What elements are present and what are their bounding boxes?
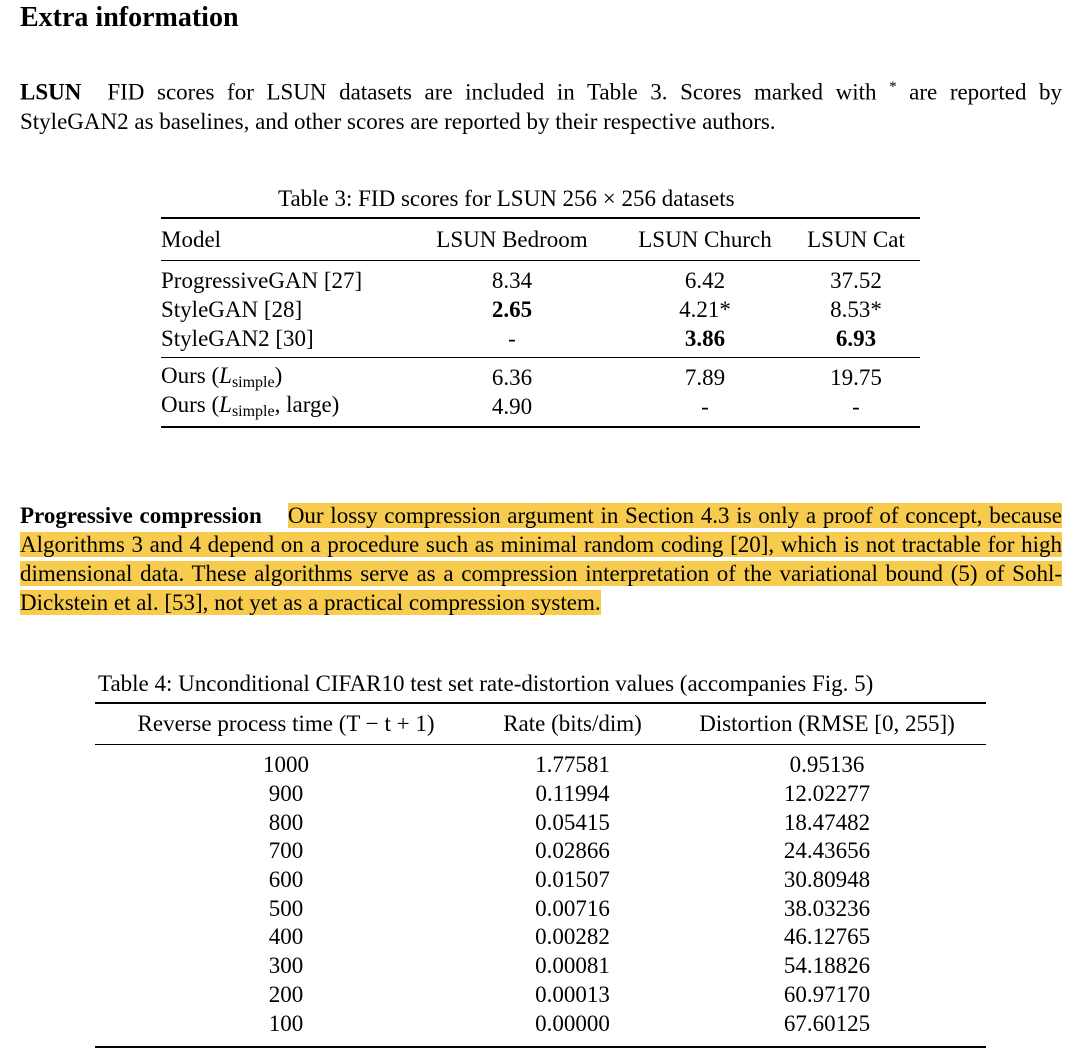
table4-cell-distortion: 67.60125 bbox=[783, 1010, 871, 1036]
table3 bbox=[161, 217, 920, 428]
table-row bbox=[161, 392, 920, 427]
table-row bbox=[95, 745, 986, 780]
table4-cell-distortion: 60.97170 bbox=[783, 981, 871, 1007]
table3-header-cat: LSUN Cat bbox=[807, 226, 905, 252]
lsun-text-a: FID scores for LSUN datasets are included in Table 3. Scores marked with bbox=[107, 79, 877, 105]
table4-header-time: Reverse process time (T − t + 1) bbox=[137, 711, 435, 736]
table3-cell-bedroom: 2.65 bbox=[491, 296, 533, 322]
table4-cell-time: 500 bbox=[268, 895, 304, 921]
table4-cell-time: 700 bbox=[268, 838, 304, 864]
table3-cell-model: StyleGAN2 [30] bbox=[161, 325, 314, 351]
table-row bbox=[161, 261, 920, 296]
table4-cell-rate: 0.05415 bbox=[535, 809, 610, 835]
table3-cell-model: Ours ($L_{simple}$, large) bbox=[161, 392, 340, 420]
lsun-runin-heading: LSUN bbox=[20, 79, 82, 105]
table4-cell-rate: 0.00716 bbox=[535, 895, 610, 921]
table-row bbox=[95, 1009, 986, 1047]
table-row bbox=[95, 952, 986, 981]
table3-header-model: Model bbox=[161, 226, 222, 252]
table3-cell-cat: - bbox=[852, 393, 860, 419]
table4-cell-distortion: 24.43656 bbox=[783, 838, 871, 864]
highlighted-text: Our lossy compression argument in Section 4.3 is only a proof of concept, because Algorithms 3 and 4 depend on a procedure such as minimal random coding [20], which is not tractable for high dimensional data. These algorithms serve as a compression interpretation of the variational bound (5) of Sohl-Dickstein et al. [53], not yet as a practical compression system. bbox=[20, 503, 1062, 615]
table3-cell-bedroom: - bbox=[508, 325, 516, 351]
table3-cell-cat: 19.75 bbox=[830, 364, 882, 390]
table4 bbox=[95, 702, 986, 1048]
table4-cell-time: 300 bbox=[268, 953, 304, 979]
table3-cell-church: 3.86 bbox=[684, 325, 726, 351]
table4-cell-rate: 0.00000 bbox=[535, 1010, 610, 1036]
table4-cell-time: 200 bbox=[268, 981, 304, 1007]
section-title: Extra information bbox=[20, 2, 239, 33]
table4-cell-distortion: 12.02277 bbox=[783, 781, 871, 807]
table4-header-row bbox=[95, 703, 986, 745]
table4-cell-distortion: 0.95136 bbox=[789, 752, 865, 778]
compression-runin-heading: Progressive compression bbox=[20, 503, 262, 528]
table4-cell-distortion: 18.47482 bbox=[783, 809, 871, 835]
table4-cell-rate: 0.11994 bbox=[535, 781, 610, 807]
table3-header-bedroom: LSUN Bedroom bbox=[436, 226, 588, 252]
table-row bbox=[95, 808, 986, 837]
table4-cell-time: 600 bbox=[268, 867, 304, 893]
table3-cell-bedroom: 6.36 bbox=[491, 364, 533, 390]
table4-cell-rate: 0.01507 bbox=[535, 867, 610, 893]
table-row bbox=[95, 894, 986, 923]
table4-header-rate: Rate (bits/dim) bbox=[503, 711, 642, 736]
table4-cell-rate: 0.02866 bbox=[535, 838, 610, 864]
table4-cell-rate: 0.00081 bbox=[535, 953, 610, 979]
table4-cell-distortion: 54.18826 bbox=[783, 953, 871, 979]
table3-cell-cat: 8.53* bbox=[830, 296, 882, 322]
table3-cell-church: 4.21* bbox=[679, 296, 731, 322]
table-row bbox=[95, 866, 986, 895]
table3-cell-cat: 6.93 bbox=[835, 325, 877, 351]
table3-cell-model: Ours $(L_{simple})$ bbox=[161, 363, 283, 391]
table4-cell-distortion: 46.12765 bbox=[783, 924, 871, 950]
table4-header-distortion: Distortion (RMSE [0, 255]) bbox=[699, 711, 955, 736]
lsun-paragraph bbox=[20, 73, 1062, 136]
table-row bbox=[161, 324, 920, 358]
asterisk-marker: * bbox=[889, 79, 897, 95]
table3-cell-church: 6.42 bbox=[684, 267, 726, 293]
table4-cell-distortion: 30.80948 bbox=[783, 867, 871, 893]
table4-cell-time: 400 bbox=[268, 924, 304, 950]
table4-cell-time: 100 bbox=[268, 1010, 304, 1036]
table3-cell-bedroom: 8.34 bbox=[491, 267, 533, 293]
lsun-text-b: are reported by StyleGAN2 as baselines, and other scores are reported by their respective authors. bbox=[20, 79, 1063, 134]
table3-header-row bbox=[161, 218, 920, 261]
table4-cell-distortion: 38.03236 bbox=[783, 895, 871, 921]
table-row bbox=[161, 358, 920, 393]
table-row bbox=[161, 295, 920, 324]
table4-cell-rate: 1.77581 bbox=[535, 752, 610, 778]
table3-cell-model: StyleGAN [28] bbox=[161, 296, 303, 322]
table-row bbox=[95, 981, 986, 1010]
table4-cell-time: 800 bbox=[268, 809, 304, 835]
table4-cell-time: 900 bbox=[268, 781, 304, 807]
table3-header-church: LSUN Church bbox=[638, 226, 772, 252]
compression-paragraph bbox=[20, 501, 1062, 617]
table3-caption: Table 3: FID scores for LSUN 256 × 256 datasets bbox=[278, 186, 735, 211]
table4-cell-rate: 0.00013 bbox=[535, 981, 610, 1007]
table-row bbox=[95, 923, 986, 952]
table3-cell-cat: 37.52 bbox=[830, 267, 882, 293]
table4-cell-rate: 0.00282 bbox=[535, 924, 610, 950]
table3-cell-church: 7.89 bbox=[684, 364, 726, 390]
table-row bbox=[95, 780, 986, 809]
table-row bbox=[95, 837, 986, 866]
table4-cell-time: 1000 bbox=[263, 752, 309, 778]
table3-cell-bedroom: 4.90 bbox=[491, 393, 533, 419]
table3-cell-church: - bbox=[701, 393, 709, 419]
table4-caption: Table 4: Unconditional CIFAR10 test set rate-distortion values (accompanies Fig. 5) bbox=[98, 671, 874, 696]
table3-cell-model: ProgressiveGAN [27] bbox=[161, 267, 363, 293]
